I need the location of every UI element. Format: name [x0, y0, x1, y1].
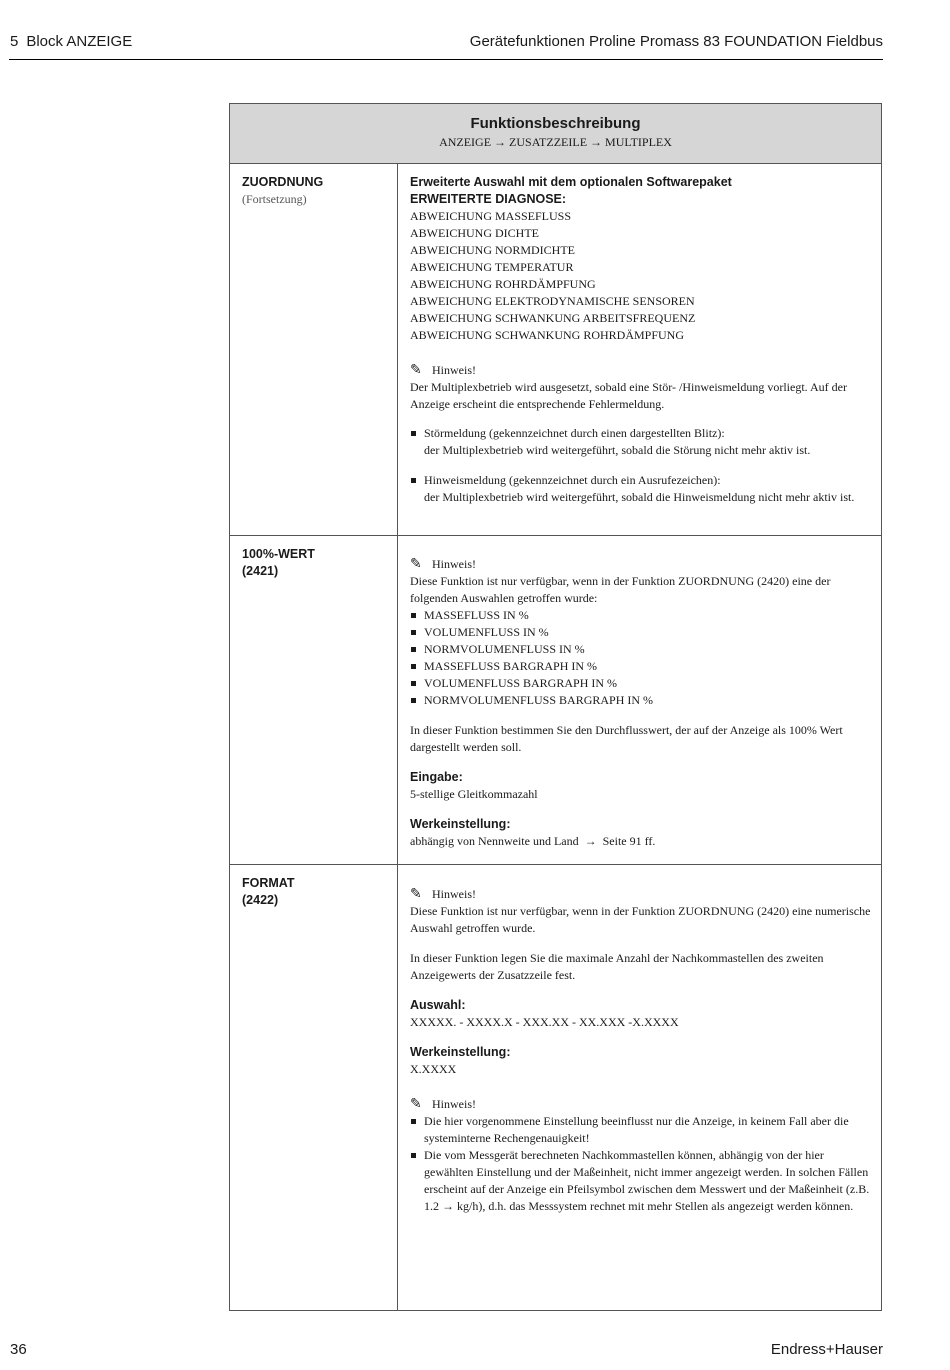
option-item: ABWEICHUNG DICHTE — [410, 226, 539, 240]
square-bullet-icon — [411, 1119, 416, 1124]
table-header — [230, 104, 881, 164]
default-value-line: abhängig von Nennweite und Land → Seite 91 ff. — [410, 834, 656, 848]
square-bullet-icon — [411, 630, 416, 635]
square-bullet-icon — [411, 647, 416, 652]
list-item: VOLUMENFLUSS IN % — [410, 624, 871, 641]
square-bullet-icon — [411, 698, 416, 703]
function-description: In dieser Funktion legen Sie die maximale Anzahl der Nachkommastellen des zweiten Anzeigewerts der Zusatzzeile fest. — [410, 951, 824, 982]
table-row-zuordnung — [230, 164, 881, 536]
function-name-cell — [230, 536, 398, 864]
option-item: ABWEICHUNG TEMPERATUR — [410, 260, 574, 274]
section-title: Block ANZEIGE — [26, 33, 133, 50]
message-list — [410, 425, 871, 506]
function-name: ZUORDNUNG — [242, 175, 324, 189]
pencil-note-icon: ✎ — [410, 1097, 422, 1112]
option-item: ABWEICHUNG SCHWANKUNG ARBEITSFREQUENZ — [410, 311, 696, 325]
option-list — [410, 607, 871, 709]
list-item: MASSEFLUSS BARGRAPH IN % — [410, 658, 871, 675]
input-label: Eingabe: — [410, 770, 463, 784]
selection-label: Auswahl: — [410, 998, 466, 1012]
list-item: MASSEFLUSS IN % — [410, 607, 871, 624]
function-description-cell — [398, 164, 881, 535]
menu-path: ANZEIGE → ZUSATZZEILE → MULTIPLEX — [439, 135, 672, 149]
square-bullet-icon — [411, 681, 416, 686]
square-bullet-icon — [411, 664, 416, 669]
default-label: Werkeinstellung: — [410, 1045, 511, 1059]
brand-name: Endress+Hauser — [770, 1341, 883, 1358]
page-reference: Seite 91 ff. — [602, 834, 656, 848]
square-bullet-icon — [411, 478, 416, 483]
list-item: Die hier vorgenommene Einstellung beeinflusst nur die Anzeige, in keinem Fall aber die systeminterne Rechengenauigkeit! — [410, 1113, 871, 1147]
hint-text: Der Multiplexbetrieb wird ausgesetzt, sobald eine Stör- /Hinweismeldung vorliegt. Auf der Anzeige erscheint die entsprechende Fehlermeldung. — [410, 380, 847, 411]
input-value: 5-stellige Gleitkommazahl — [410, 787, 538, 801]
function-continuation: (Fortsetzung) — [242, 192, 307, 206]
function-description: In dieser Funktion bestimmen Sie den Durchflusswert, der auf der Anzeige als 100% Wert dargestellt werden soll. — [410, 723, 843, 754]
function-description-cell — [398, 536, 881, 864]
function-name: FORMAT — [242, 876, 295, 890]
square-bullet-icon — [411, 613, 416, 618]
right-arrow-icon: → — [584, 834, 597, 848]
default-label: Werkeinstellung: — [410, 817, 511, 831]
option-group-label: ERWEITERTE DIAGNOSE: — [410, 192, 567, 206]
pencil-note-icon: ✎ — [410, 363, 422, 378]
table-row-100-wert — [230, 536, 881, 865]
hint-heading: ✎ Hinweis! — [410, 1097, 476, 1112]
header-divider — [9, 59, 883, 60]
pencil-note-icon: ✎ — [410, 557, 422, 572]
function-name-cell — [230, 865, 398, 1311]
function-description-table — [229, 103, 882, 1311]
document-title: Gerätefunktionen Proline Promass 83 FOUNDATION Fieldbus — [469, 33, 883, 50]
option-item: ABWEICHUNG ELEKTRODYNAMISCHE SENSOREN — [410, 294, 695, 308]
list-item: Die vom Messgerät berechneten Nachkommastellen können, abhängig von der hier gewählten Einstellung und der Maßeinheit, nicht immer angezeigt werden. In solchen Fällen erscheint auf der Anzeige ein Pfeilsymbol zwischen dem Messwert und der Maßeinheit (z.B. 1.2 → kg/h), d.h. das Messsystem rechnet mit mehr Stellen als angezeigt werden können. — [410, 1147, 871, 1215]
table-title: Funktionsbeschreibung — [470, 115, 641, 132]
square-bullet-icon — [411, 431, 416, 436]
pencil-note-icon: ✎ — [410, 887, 422, 902]
page-number: 36 — [10, 1341, 27, 1358]
hint-heading: ✎ Hinweis! — [410, 887, 476, 902]
function-description-cell — [398, 865, 881, 1311]
intro-text: Erweiterte Auswahl mit dem optionalen Softwarepaket — [410, 175, 732, 189]
hint-heading: ✎ Hinweis! — [410, 363, 476, 378]
option-item: ABWEICHUNG MASSEFLUSS — [410, 209, 572, 223]
function-code: (2421) — [242, 564, 279, 578]
list-item: Störmeldung (gekennzeichnet durch einen dargestellten Blitz): der Multiplexbetrieb wird weitergeführt, sobald die Störung nicht mehr aktiv ist. — [410, 425, 871, 459]
function-name-cell — [230, 164, 398, 535]
square-bullet-icon — [411, 1153, 416, 1158]
function-name: 100%-WERT — [242, 547, 315, 561]
default-value: X.XXXX — [410, 1062, 457, 1076]
section-number: 5 — [10, 33, 19, 50]
option-item: ABWEICHUNG SCHWANKUNG ROHRDÄMPFUNG — [410, 328, 685, 342]
list-item: NORMVOLUMENFLUSS IN % — [410, 641, 871, 658]
hint-list — [410, 1113, 871, 1215]
list-item: VOLUMENFLUSS BARGRAPH IN % — [410, 675, 871, 692]
hint-text: Diese Funktion ist nur verfügbar, wenn in der Funktion ZUORDNUNG (2420) eine der folgenden Auswahlen getroffen wurde: — [410, 574, 831, 605]
hint-text: Diese Funktion ist nur verfügbar, wenn in der Funktion ZUORDNUNG (2420) eine numerische Auswahl getroffen wurde. — [410, 904, 871, 935]
selection-values: XXXXX. - XXXX.X - XXX.XX - XX.XXX -X.XXXX — [410, 1015, 679, 1029]
running-header-section — [10, 33, 132, 50]
function-code: (2422) — [242, 893, 279, 907]
option-item: ABWEICHUNG NORMDICHTE — [410, 243, 575, 257]
hint-heading: ✎ Hinweis! — [410, 557, 476, 572]
list-item: Hinweismeldung (gekennzeichnet durch ein Ausrufezeichen): der Multiplexbetrieb wird weitergeführt, sobald die Hinweismeldung nicht mehr aktiv ist. — [410, 472, 871, 506]
table-row-format — [230, 865, 881, 1311]
option-item: ABWEICHUNG ROHRDÄMPFUNG — [410, 277, 596, 291]
list-item: NORMVOLUMENFLUSS BARGRAPH IN % — [410, 692, 871, 709]
